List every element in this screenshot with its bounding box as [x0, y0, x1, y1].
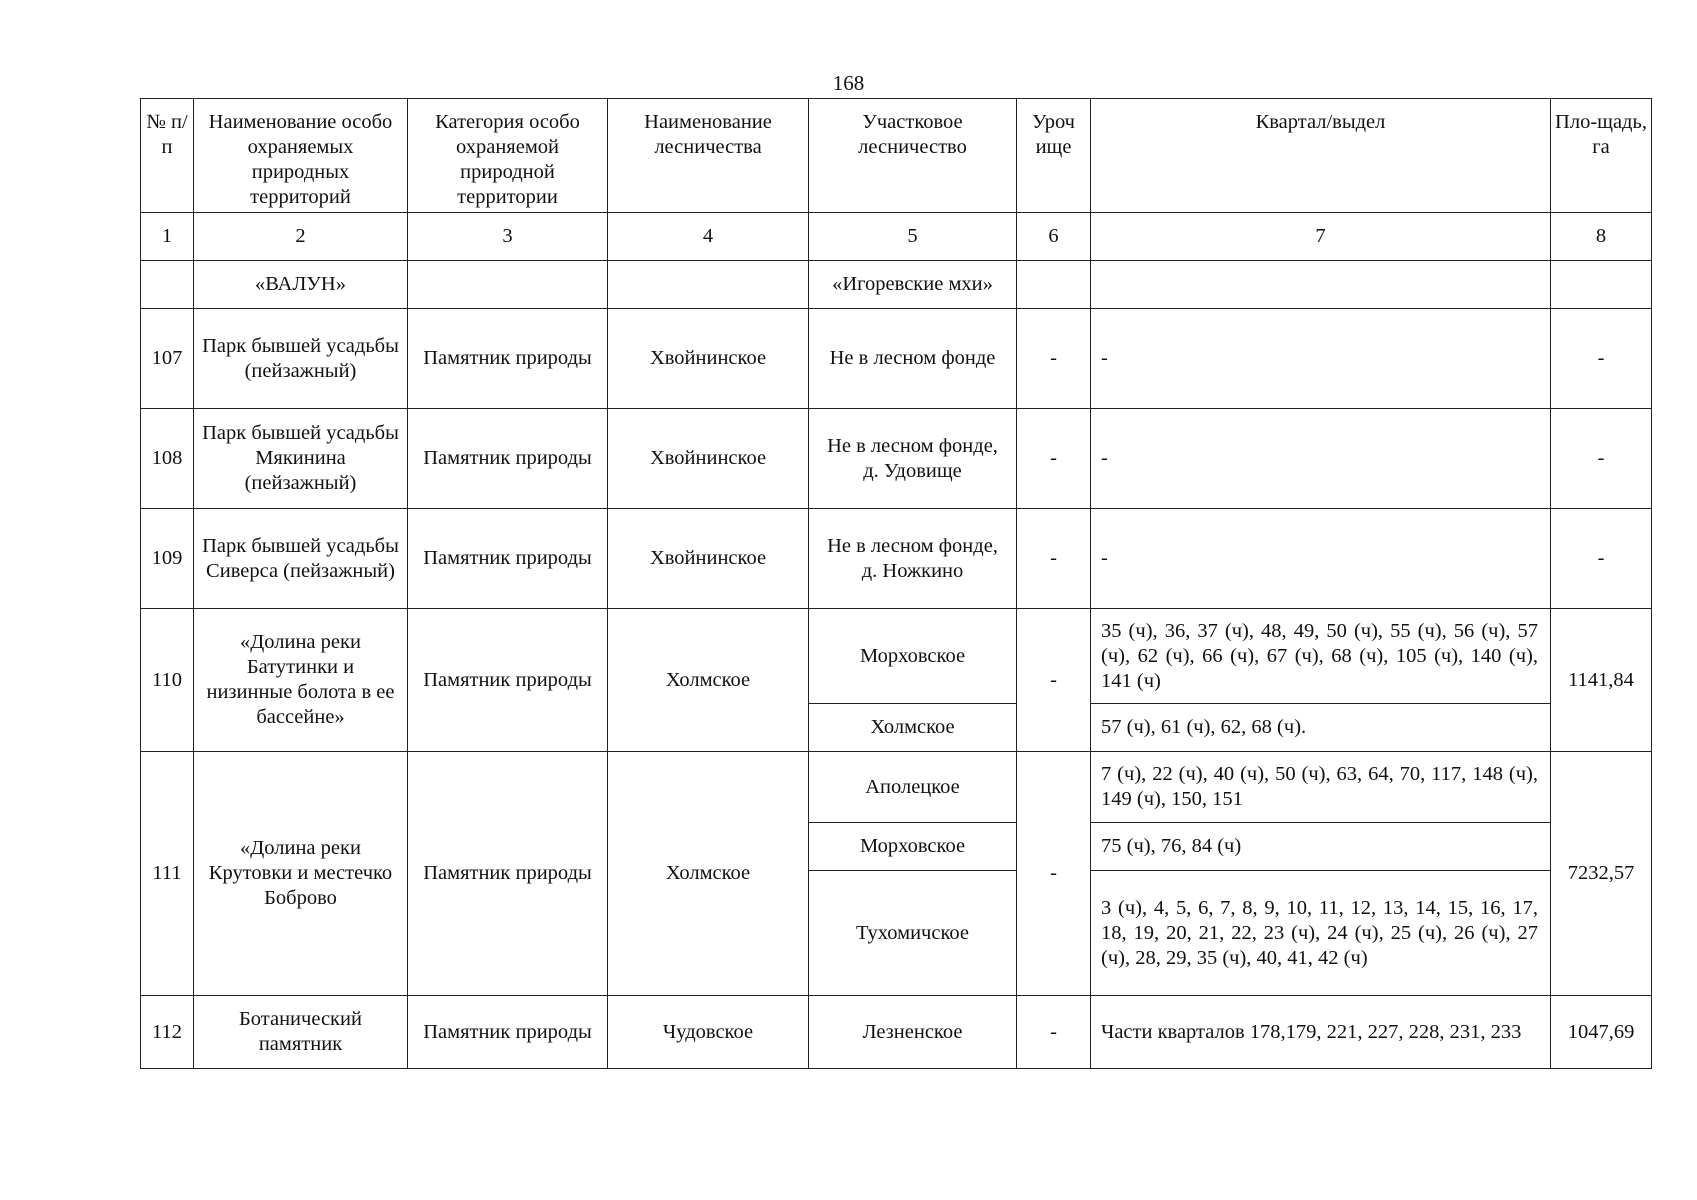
header-cell: Наименование особо охраняемых природных территорий — [194, 99, 408, 213]
column-number-cell: 5 — [809, 213, 1017, 261]
header-cell: Квартал/выдел — [1091, 99, 1551, 213]
table-row — [141, 509, 1652, 609]
column-number-cell: 3 — [408, 213, 608, 261]
district-forestry: Холмское — [809, 704, 1017, 752]
header-cell: Категория особо охраняемой природной территории — [408, 99, 608, 213]
tract: - — [1017, 996, 1091, 1069]
territory-name: «Долина реки Крутовки и местечко Боброво — [194, 752, 408, 996]
table-row — [141, 409, 1652, 509]
area: 7232,57 — [1551, 752, 1652, 996]
territory-name: Ботанический памятник — [194, 996, 408, 1069]
district-forestry: Не в лесном фонде, д. Удовище — [809, 409, 1017, 509]
area: - — [1551, 409, 1652, 509]
column-number-cell: 2 — [194, 213, 408, 261]
header-row — [141, 99, 1652, 213]
quarter-section: Части кварталов 178,179, 221, 227, 228, 231, 233 — [1091, 996, 1551, 1069]
quarter-section: 35 (ч), 36, 37 (ч), 48, 49, 50 (ч), 55 (ч), 56 (ч), 57 (ч), 62 (ч), 66 (ч), 67 (ч), 68 (ч), 105 (ч), 140 (ч), 141 (ч) — [1091, 609, 1551, 704]
empty-cell — [1017, 261, 1091, 309]
table-row — [141, 309, 1652, 409]
area: - — [1551, 509, 1652, 609]
territory-category: Памятник природы — [408, 752, 608, 996]
empty-cell — [1091, 261, 1551, 309]
header-cell: Уроч ище — [1017, 99, 1091, 213]
territory-name: «Долина реки Батутинки и низинные болота в ее бассейне» — [194, 609, 408, 752]
table-row — [141, 752, 1652, 823]
row-number: 107 — [141, 309, 194, 409]
column-number-cell: 6 — [1017, 213, 1091, 261]
territory-name: Парк бывшей усадьбы Сиверса (пейзажный) — [194, 509, 408, 609]
carryover-name: «ВАЛУН» — [194, 261, 408, 309]
quarter-section: 75 (ч), 76, 84 (ч) — [1091, 823, 1551, 871]
territory-category: Памятник природы — [408, 409, 608, 509]
quarter-section: 7 (ч), 22 (ч), 40 (ч), 50 (ч), 63, 64, 70, 117, 148 (ч), 149 (ч), 150, 151 — [1091, 752, 1551, 823]
tract: - — [1017, 409, 1091, 509]
quarter-section: - — [1091, 309, 1551, 409]
column-number-row — [141, 213, 1652, 261]
row-number: 112 — [141, 996, 194, 1069]
row-number: 110 — [141, 609, 194, 752]
page-number: 168 — [832, 71, 865, 95]
tract: - — [1017, 609, 1091, 752]
table-row — [141, 609, 1652, 704]
district-forestry: Морховское — [809, 823, 1017, 871]
empty-cell — [608, 261, 809, 309]
quarter-section: 57 (ч), 61 (ч), 62, 68 (ч). — [1091, 704, 1551, 752]
carryover-district: «Игоревские мхи» — [809, 261, 1017, 309]
district-forestry: Аполецкое — [809, 752, 1017, 823]
district-forestry: Тухомичское — [809, 871, 1017, 996]
row-number: 111 — [141, 752, 194, 996]
tract: - — [1017, 509, 1091, 609]
district-forestry: Не в лесном фонде — [809, 309, 1017, 409]
empty-cell — [1551, 261, 1652, 309]
row-number: 109 — [141, 509, 194, 609]
territory-category: Памятник природы — [408, 309, 608, 409]
column-number-cell: 7 — [1091, 213, 1551, 261]
territory-category: Памятник природы — [408, 509, 608, 609]
quarter-section: 3 (ч), 4, 5, 6, 7, 8, 9, 10, 11, 12, 13, 14, 15, 16, 17, 18, 19, 20, 21, 22, 23 (ч), 24 (ч), 25 (ч), 26 (ч), 27 (ч), 28, 29, 35 (ч), 40, 41, 42 (ч) — [1091, 871, 1551, 996]
territory-name: Парк бывшей усадьбы (пейзажный) — [194, 309, 408, 409]
tract: - — [1017, 752, 1091, 996]
forestry-name: Хвойнинское — [608, 409, 809, 509]
territory-category: Памятник природы — [408, 609, 608, 752]
forestry-name: Холмское — [608, 609, 809, 752]
district-forestry: Морховское — [809, 609, 1017, 704]
empty-cell — [408, 261, 608, 309]
forestry-name: Чудовское — [608, 996, 809, 1069]
forestry-name: Хвойнинское — [608, 309, 809, 409]
forestry-name: Холмское — [608, 752, 809, 996]
header-cell: Пло-щадь, га — [1551, 99, 1652, 213]
table-row-carryover — [141, 261, 1652, 309]
table-row — [141, 996, 1652, 1069]
quarter-section: - — [1091, 509, 1551, 609]
territory-name: Парк бывшей усадьбы Мякинина (пейзажный) — [194, 409, 408, 509]
area: 1141,84 — [1551, 609, 1652, 752]
header-cell: № п/п — [141, 99, 194, 213]
area: - — [1551, 309, 1652, 409]
protected-areas-table — [140, 98, 1652, 1069]
header-cell: Участковое лесничество — [809, 99, 1017, 213]
tract: - — [1017, 309, 1091, 409]
row-number: 108 — [141, 409, 194, 509]
column-number-cell: 4 — [608, 213, 809, 261]
district-forestry: Лезненское — [809, 996, 1017, 1069]
column-number-cell: 8 — [1551, 213, 1652, 261]
territory-category: Памятник природы — [408, 996, 608, 1069]
empty-cell — [141, 261, 194, 309]
district-forestry: Не в лесном фонде, д. Ножкино — [809, 509, 1017, 609]
quarter-section: - — [1091, 409, 1551, 509]
column-number-cell: 1 — [141, 213, 194, 261]
area: 1047,69 — [1551, 996, 1652, 1069]
forestry-name: Хвойнинское — [608, 509, 809, 609]
header-cell: Наименование лесничества — [608, 99, 809, 213]
